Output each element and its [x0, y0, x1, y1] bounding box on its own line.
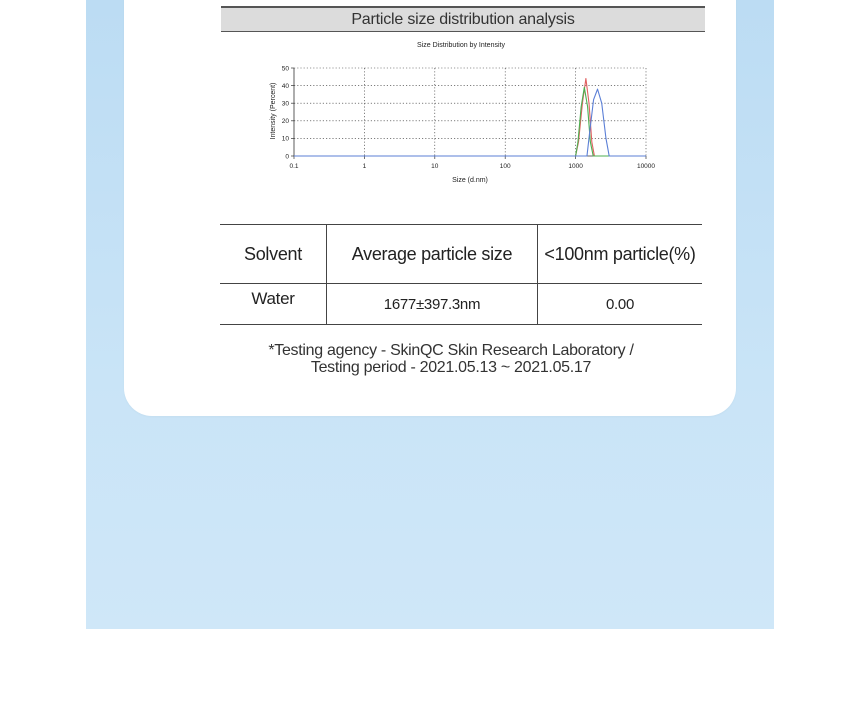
- y-tick-label: 20: [281, 118, 289, 126]
- x-tick-label: 10000: [636, 163, 656, 170]
- results-table: [220, 224, 702, 325]
- x-tick-label: 100: [499, 163, 511, 170]
- size-distribution-chart: [255, 36, 675, 190]
- header-average-particle-size: Average particle size: [327, 225, 538, 284]
- chart-title: Size Distribution by Intensity: [417, 42, 505, 49]
- table-row: [220, 284, 702, 325]
- y-tick-label: 10: [281, 135, 289, 143]
- x-tick-label: 1: [362, 163, 367, 170]
- chart-grid: [294, 68, 646, 156]
- series-line-3: [294, 89, 646, 156]
- series-line-2: [294, 87, 646, 156]
- chart-series: [294, 79, 646, 156]
- footnote-line-1: *Testing agency - SkinQC Skin Research Laboratory /: [268, 342, 634, 359]
- y-tick-label: 50: [281, 65, 289, 73]
- cell-average-particle-size: 1677±397.3nm: [327, 284, 538, 325]
- y-tick-label: 30: [281, 100, 289, 108]
- footnote-line-2: Testing period - 2021.05.13 ~ 2021.05.17: [310, 359, 592, 376]
- x-tick-label: 10: [431, 163, 439, 170]
- chart-axes: [282, 65, 656, 170]
- y-tick-label: 0: [285, 153, 289, 161]
- table-header-row: [220, 225, 702, 284]
- cell-under-100nm: 0.00: [538, 284, 703, 325]
- x-tick-label: 1000: [568, 163, 583, 170]
- x-axis-label: Size (d.nm): [452, 177, 488, 184]
- header-solvent: Solvent: [220, 225, 327, 284]
- header-under-100nm: <100nm particle(%): [538, 225, 703, 284]
- section-title: Particle size distribution analysis: [221, 6, 705, 32]
- y-tick-label: 40: [281, 82, 289, 90]
- y-axis-label: Intensity (Percent): [270, 82, 277, 140]
- series-line-1: [294, 79, 646, 156]
- x-tick-label: 0.1: [289, 163, 299, 170]
- footnote: [200, 342, 702, 376]
- cell-solvent: Water: [220, 284, 327, 325]
